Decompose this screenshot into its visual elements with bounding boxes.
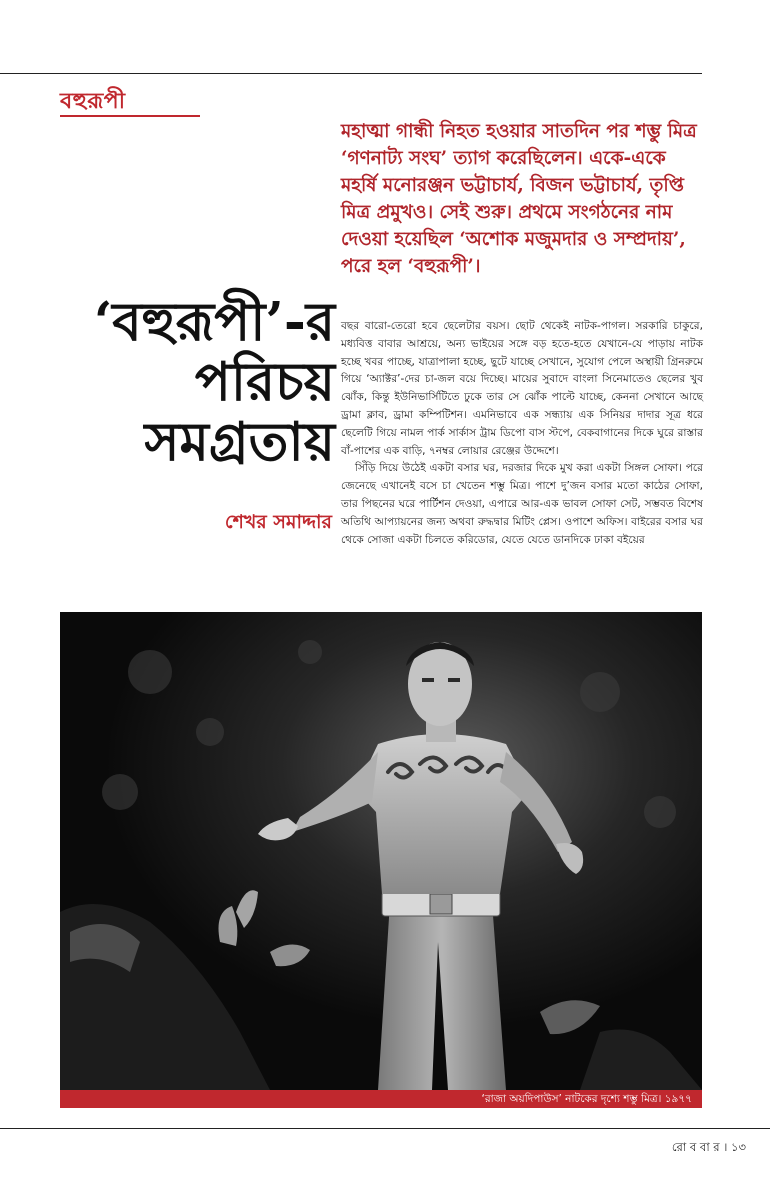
top-rule — [0, 73, 702, 74]
headline — [60, 292, 335, 472]
page-folio: রো ব বা র । ১৩ — [671, 1140, 746, 1154]
section-label: বহুরূপী — [60, 88, 126, 114]
body-paragraph-1: বছর বারো-তেরো হবে ছেলেটার বয়স। ছোট থেকেই নাটক-পাগল। সরকারি চাকুরে, মধ্যবিত্ত বাবার আশ্রয়ে, অন্য ভাইয়ের সঙ্গে বড় হতে-হতে যেখানে-যে পাড়ায় নাটক হচ্ছে খবর পাচ্ছে, যাত্রাপালা হচ্ছে, ছুটে যাচ্ছে সেখানে, সুযোগ পেলে অস্থায়ী গ্রিনরুমে গিয়ে ‘অ্যাক্টর’-দের চা-জল বয়ে দিচ্ছে। মায়ের সুবাদে বাংলা সিনেমাতেও ছেলের খুব ঝোঁক, কিন্তু ইউনিভার্সিটিতে ঢুকে তার সে ঝোঁক পাল্টে যাচ্ছে, কেননা সেখানে আছে ড্রামা ক্লাব, ড্রামা কম্পিটিশন। এমনিভাবে এক সন্ধ্যায় এক সিনিয়র দাদার সূত্র ধরে ছেলেটি গিয়ে নামল পার্ক সার্কাস ট্রাম ডিপো বাস স্টপে, বেকবাগানের দিকে ঘুরে রাস্তার বাঁ-পাশের এক বাড়ি, ৭নম্বর লোয়ার রেঞ্জের উদ্দেশে। — [341, 320, 703, 457]
stage-photo — [60, 612, 702, 1090]
standfirst-text: মহাত্মা গান্ধী নিহত হওয়ার সাতদিন পর শম্ভু মিত্র ‘গণনাট্য সংঘ’ ত্যাগ করেছিলেন। একে-একে মহর্ষি মনোরঞ্জন ভট্টাচার্য, বিজন ভট্টাচার্য, তৃপ্তি মিত্র প্রমুখও। সেই শুরু। প্রথমে সংগঠনের নাম দেওয়া হয়েছিল ‘অশোক মজুমদার ও সম্প্রদায়’, পরে হল ‘বহুরূপী’। — [341, 121, 697, 277]
caption-bar — [60, 1090, 702, 1108]
article-body — [341, 318, 703, 549]
headline-line-3: সমগ্রতায় — [144, 411, 335, 473]
stage-photo-illustration — [60, 612, 702, 1090]
body-paragraph-2: সিঁড়ি দিয়ে উঠেই একটা বসার ঘর, দরজার দিকে মুখ করা একটা সিঙ্গল সোফা। পরে জেনেছে এখানেই বসে চা খেতেন শম্ভু মিত্র। পাশে দু’জন বসার মতো কাঠের সোফা, তার পিছনের ঘরে পার্টিশন দেওয়া, এপারে আর-এক ভাবল সোফা সেট, সম্ভবত বিশেষ অতিথি আপ্যায়নের জন্য অথবা রুদ্ধদ্বার মিটিং প্লেস। ওপাশে অফিস। বাইরের বসার ঘর থেকে সোজা একটা চিলতে করিডোর, যেতে যেতে ডানদিকে ঢাকা বইয়ের — [341, 462, 703, 546]
section-underline — [60, 115, 200, 117]
bottom-rule — [0, 1128, 770, 1129]
standfirst — [341, 118, 701, 280]
headline-line-1: ‘বহুরূপী’-র — [93, 291, 335, 353]
byline: শেখর সমাদ্দার — [224, 511, 332, 533]
headline-line-2: পরিচয় — [194, 351, 335, 413]
photo-caption: ‘রাজা অয়দিপাউস’ নাটকের দৃশ্যে শম্ভু মিত্র। ১৯৭৭ — [481, 1093, 692, 1105]
